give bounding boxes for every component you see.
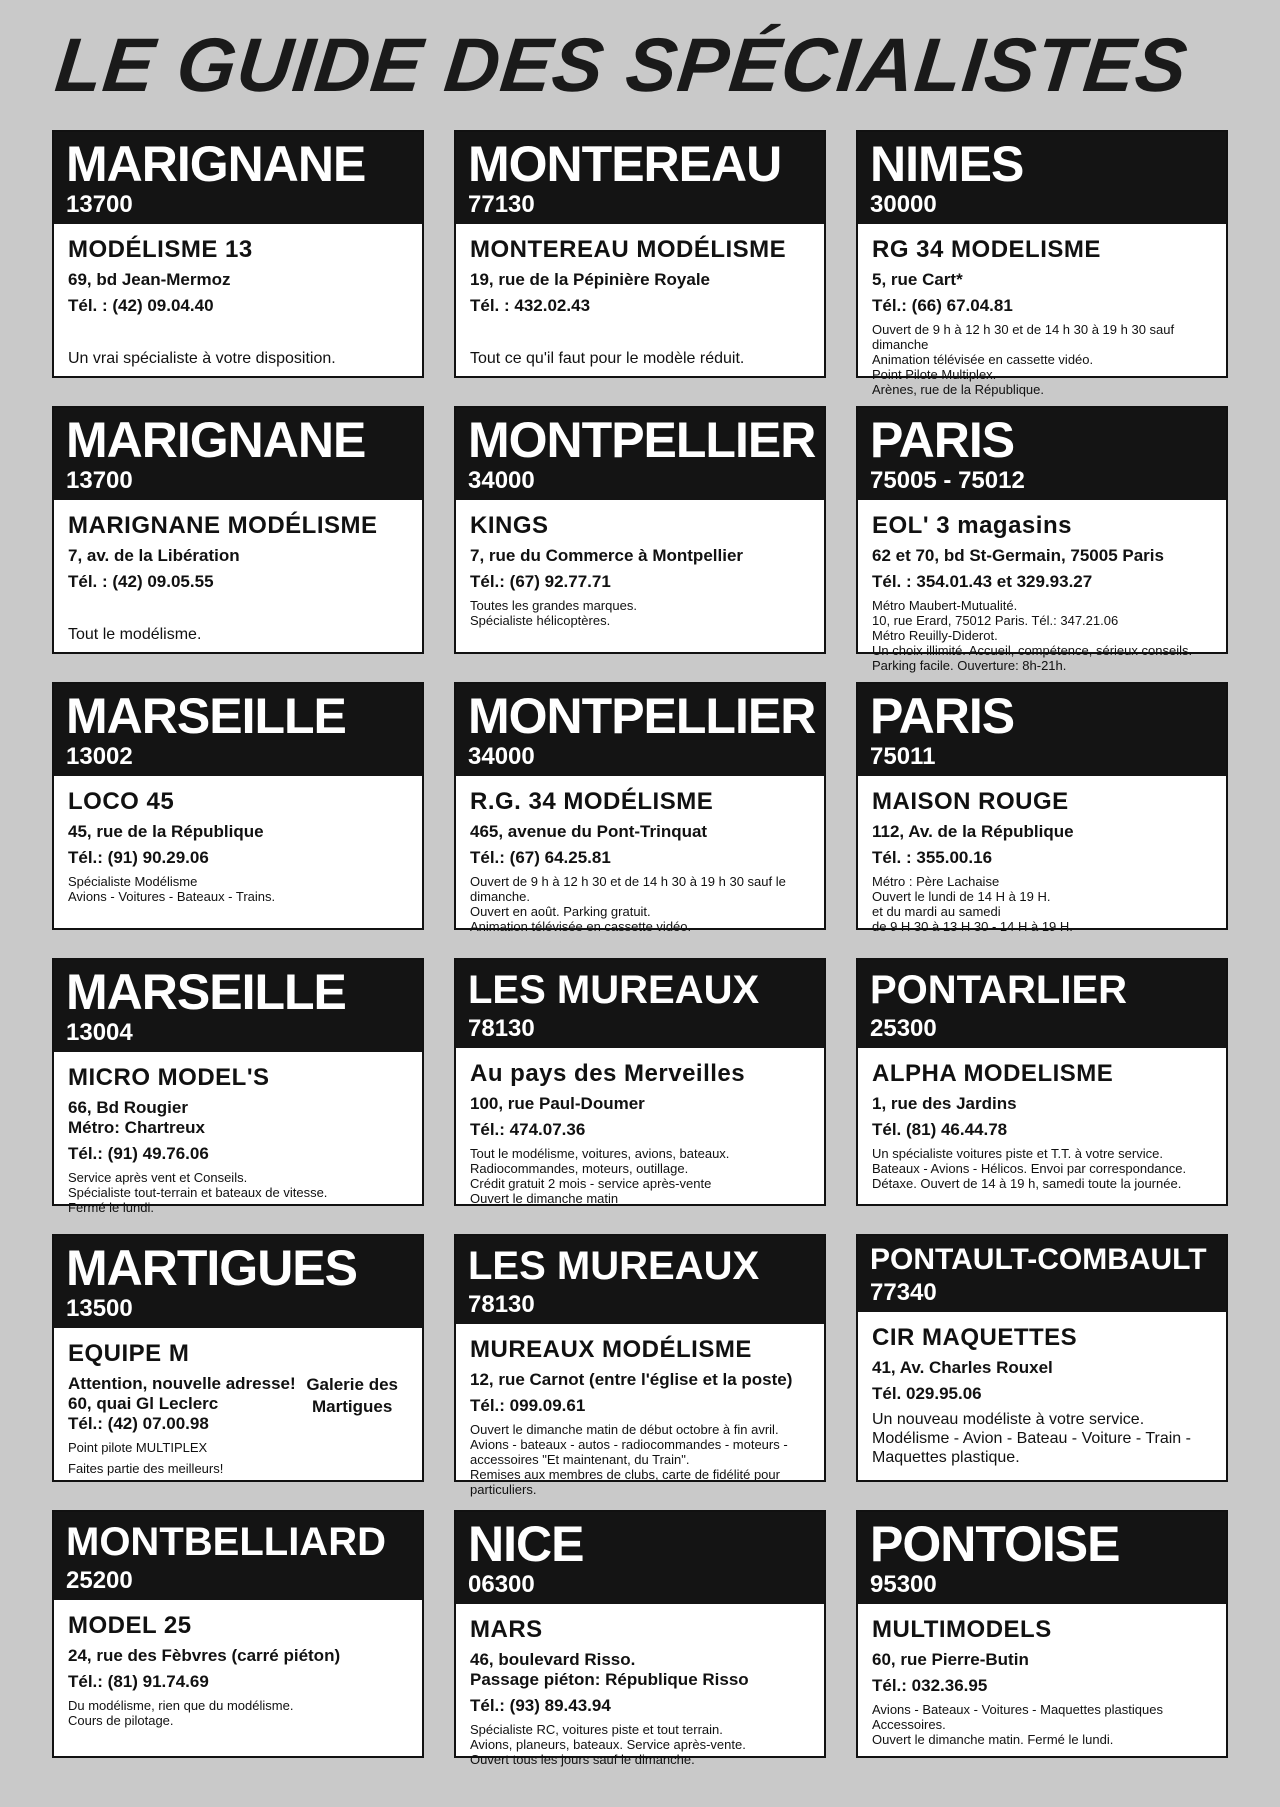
shop-description: Point pilote MULTIPLEX bbox=[68, 1440, 208, 1455]
card-body bbox=[858, 1312, 1226, 1480]
shop-name: MARIGNANE MODÉLISME bbox=[68, 512, 378, 539]
city-name: MONTPELLIER bbox=[468, 412, 816, 468]
card-header bbox=[858, 1236, 1226, 1312]
shop-address: 100, rue Paul-Doumer bbox=[470, 1094, 645, 1113]
card-body bbox=[54, 224, 422, 376]
shop-name: MAISON ROUGE bbox=[872, 788, 1069, 815]
city-name: MARTIGUES bbox=[66, 1240, 357, 1296]
card-header bbox=[456, 132, 824, 224]
shop-description: Tout le modélisme, voitures, avions, bateaux. Radiocommandes, moteurs, outillage. Crédit gratuit 2 mois - service après-vente Ouvert le dimanche matin bbox=[470, 1146, 730, 1206]
shop-phone: Tél.: 032.36.95 bbox=[872, 1676, 988, 1695]
shop-address: 45, rue de la République bbox=[68, 822, 264, 841]
postal-code: 95300 bbox=[870, 1571, 937, 1598]
shop-phone: Tél.: (91) 90.29.06 bbox=[68, 848, 209, 867]
address-row bbox=[68, 1374, 408, 1434]
shop-address: 19, rue de la Pépinière Royale bbox=[470, 270, 711, 289]
shop-address: 7, av. de la Libération bbox=[68, 546, 240, 565]
card-header bbox=[54, 684, 422, 776]
shop-description: Tout le modélisme. bbox=[68, 626, 202, 643]
specialist-card bbox=[52, 406, 424, 654]
specialist-card bbox=[52, 130, 424, 378]
card-header bbox=[858, 408, 1226, 500]
card-body bbox=[54, 1052, 422, 1223]
shop-address: 12, rue Carnot (entre l'église et la poste) bbox=[470, 1370, 793, 1389]
card-header bbox=[54, 408, 422, 500]
city-name: MARSEILLE bbox=[66, 964, 346, 1020]
specialist-card bbox=[856, 682, 1228, 934]
city-name: PONTAULT-COMBAULT bbox=[870, 1243, 1207, 1276]
city-name: MARIGNANE bbox=[66, 136, 366, 192]
shop-address: 60, rue Pierre-Butin bbox=[872, 1650, 1029, 1669]
specialist-card bbox=[856, 1234, 1228, 1482]
specialist-card bbox=[856, 406, 1228, 673]
shop-address: 7, rue du Commerce à Montpellier bbox=[470, 546, 744, 565]
specialist-card bbox=[454, 1234, 826, 1497]
card-body bbox=[456, 500, 824, 652]
shop-description: Du modélisme, rien que du modélisme. Cours de pilotage. bbox=[68, 1698, 294, 1728]
shop-phone: Tél. : 432.02.43 bbox=[470, 296, 591, 315]
shop-description: Métro Maubert-Mutualité. 10, rue Erard, 75012 Paris. Tél.: 347.21.06 Métro Reuilly-Diderot. Un choix illimité. Accueil, compétence, sérieux conseils. Parking facile. Ouverture: 8h-21h. bbox=[872, 598, 1193, 673]
card-header bbox=[54, 132, 422, 224]
shop-name: MULTIMODELS bbox=[872, 1616, 1052, 1643]
shop-address: 66, Bd Rougier Métro: Chartreux bbox=[68, 1098, 205, 1137]
specialist-card bbox=[454, 130, 826, 378]
shop-address: 465, avenue du Pont-Trinquat bbox=[470, 822, 708, 841]
postal-code: 13700 bbox=[66, 191, 133, 218]
shop-description: Tout ce qu'il faut pour le modèle réduit. bbox=[470, 350, 745, 367]
shop-address: 24, rue des Fèbvres (carré piéton) bbox=[68, 1646, 341, 1665]
city-name: NIMES bbox=[870, 136, 1024, 192]
postal-code: 77340 bbox=[870, 1279, 937, 1306]
shop-phone: Tél. : (42) 09.05.55 bbox=[68, 572, 214, 591]
location-note: Galerie des Martigues bbox=[306, 1375, 398, 1416]
shop-description: Un nouveau modéliste à votre service. Modélisme - Avion - Bateau - Voiture - Train - Maquettes plastique. bbox=[872, 1411, 1191, 1466]
shop-name: EOL' 3 magasins bbox=[872, 512, 1072, 539]
card-body bbox=[456, 224, 824, 376]
shop-slogan: Faites partie des meilleurs! bbox=[68, 1461, 224, 1476]
shop-name: MONTEREAU MODÉLISME bbox=[470, 236, 787, 263]
city-name: PARIS bbox=[870, 412, 1015, 468]
postal-code: 13004 bbox=[66, 1019, 133, 1046]
shop-name: MUREAUX MODÉLISME bbox=[470, 1336, 752, 1363]
card-header bbox=[54, 960, 422, 1052]
card-header bbox=[456, 1512, 824, 1604]
shop-phone: Tél.: (66) 67.04.81 bbox=[872, 296, 1013, 315]
city-name: LES MUREAUX bbox=[468, 1244, 760, 1288]
shop-description: Ouvert de 9 h à 12 h 30 et de 14 h 30 à 19 h 30 sauf dimanche Animation télévisée en cassette vidéo. Point Pilote Multiplex. Arènes, rue de la République. bbox=[872, 322, 1175, 397]
specialist-card bbox=[856, 1510, 1228, 1758]
specialist-card bbox=[454, 682, 826, 934]
card-body bbox=[54, 1328, 422, 1484]
specialist-card bbox=[454, 958, 826, 1206]
postal-code: 13700 bbox=[66, 467, 133, 494]
shop-name: MODÉLISME 13 bbox=[68, 236, 253, 263]
card-body bbox=[456, 1324, 824, 1505]
shop-description: Ouvert de 9 h à 12 h 30 et de 14 h 30 à 19 h 30 sauf le dimanche. Ouvert en août. Parking gratuit. Animation télévisée en cassette vidéo. bbox=[470, 874, 786, 934]
shop-name: ALPHA MODELISME bbox=[872, 1060, 1114, 1087]
city-name: PONTOISE bbox=[870, 1516, 1120, 1572]
postal-code: 25300 bbox=[870, 1015, 937, 1042]
postal-code: 34000 bbox=[468, 743, 535, 770]
city-name: MARIGNANE bbox=[66, 412, 366, 468]
card-body bbox=[54, 1600, 422, 1756]
card-header bbox=[858, 960, 1226, 1048]
postal-code: 78130 bbox=[468, 1291, 535, 1318]
shop-description: Spécialiste RC, voitures piste et tout terrain. Avions, planeurs, bateaux. Service après-vente. Ouvert tous les jours sauf le dimanche. bbox=[470, 1722, 746, 1767]
specialists-grid bbox=[52, 130, 1228, 1767]
shop-phone: Tél.: (93) 89.43.94 bbox=[470, 1696, 611, 1715]
card-header bbox=[456, 1236, 824, 1324]
specialist-card bbox=[52, 1234, 424, 1482]
postal-code: 30000 bbox=[870, 191, 937, 218]
specialist-card bbox=[454, 1510, 826, 1767]
shop-phone: Tél. 029.95.06 bbox=[872, 1384, 982, 1403]
shop-name: EQUIPE M bbox=[68, 1340, 190, 1367]
shop-name: Au pays des Merveilles bbox=[470, 1060, 746, 1087]
postal-code: 77130 bbox=[468, 191, 535, 218]
shop-description: Ouvert le dimanche matin de début octobre à fin avril. Avions - bateaux - autos - radiocommandes - moteurs - accessoires "Et maintenant, du Train". Remises aux membres de clubs, carte de fidélité pour particuliers. bbox=[470, 1422, 788, 1497]
shop-phone: Tél.: (81) 91.74.69 bbox=[68, 1672, 209, 1691]
postal-code: 06300 bbox=[468, 1571, 535, 1598]
shop-address: 1, rue des Jardins bbox=[872, 1094, 1017, 1113]
shop-address: 112, Av. de la République bbox=[872, 822, 1074, 841]
postal-code: 34000 bbox=[468, 467, 535, 494]
shop-phone: Tél.: 474.07.36 bbox=[470, 1120, 586, 1139]
shop-address: 62 et 70, bd St-Germain, 75005 Paris bbox=[872, 546, 1164, 565]
shop-address: 69, bd Jean-Mermoz bbox=[68, 270, 231, 289]
city-name: PARIS bbox=[870, 688, 1015, 744]
card-body bbox=[858, 776, 1226, 942]
card-header bbox=[54, 1512, 422, 1600]
specialist-card bbox=[856, 130, 1228, 397]
card-body bbox=[456, 776, 824, 942]
city-name: MARSEILLE bbox=[66, 688, 346, 744]
shop-phone: Tél. : 354.01.43 et 329.93.27 bbox=[872, 572, 1093, 591]
shop-phone: Tél.: (67) 92.77.71 bbox=[470, 572, 611, 591]
city-name: MONTEREAU bbox=[468, 136, 782, 192]
postal-code: 13002 bbox=[66, 743, 133, 770]
shop-description: Un spécialiste voitures piste et T.T. à votre service. Bateaux - Avions - Hélicos. Envoi par correspondance. Détaxe. Ouvert de 14 à 19 h, samedi toute la journée. bbox=[872, 1146, 1187, 1191]
shop-name: R.G. 34 MODÉLISME bbox=[470, 788, 714, 815]
shop-description: Toutes les grandes marques. Spécialiste hélicoptères. bbox=[470, 598, 637, 628]
city-name: MONTBELLIARD bbox=[66, 1520, 386, 1564]
city-name: MONTPELLIER bbox=[468, 688, 816, 744]
postal-code: 75005 - 75012 bbox=[870, 467, 1025, 494]
shop-address: 41, Av. Charles Rouxel bbox=[872, 1358, 1053, 1377]
shop-address: 46, boulevard Risso. Passage piéton: République Risso bbox=[470, 1650, 749, 1689]
shop-name: CIR MAQUETTES bbox=[872, 1324, 1078, 1351]
postal-code: 78130 bbox=[468, 1015, 535, 1042]
shop-phone: Tél. (81) 46.44.78 bbox=[872, 1120, 1008, 1139]
card-header bbox=[858, 684, 1226, 776]
city-name: PONTARLIER bbox=[870, 968, 1128, 1012]
specialist-card bbox=[52, 682, 424, 930]
shop-phone: Tél.: (42) 07.00.98 bbox=[68, 1414, 209, 1433]
shop-name: MODEL 25 bbox=[68, 1612, 192, 1639]
card-body bbox=[54, 500, 422, 652]
shop-address: Attention, nouvelle adresse! 60, quai Gl Leclerc bbox=[68, 1374, 296, 1413]
shop-name: RG 34 MODELISME bbox=[872, 236, 1101, 263]
shop-phone: Tél.: (67) 64.25.81 bbox=[470, 848, 611, 867]
shop-name: LOCO 45 bbox=[68, 788, 175, 815]
card-header bbox=[858, 1512, 1226, 1604]
postal-code: 25200 bbox=[66, 1567, 133, 1594]
card-header bbox=[54, 1236, 422, 1328]
specialist-card bbox=[856, 958, 1228, 1206]
postal-code: 75011 bbox=[870, 743, 936, 770]
card-header bbox=[456, 408, 824, 500]
shop-name: MICRO MODEL'S bbox=[68, 1064, 270, 1091]
shop-description: Un vrai spécialiste à votre disposition. bbox=[68, 350, 336, 367]
city-name: LES MUREAUX bbox=[468, 968, 760, 1012]
card-header bbox=[456, 684, 824, 776]
shop-phone: Tél. : 355.00.16 bbox=[872, 848, 993, 867]
shop-description: Métro : Père Lachaise Ouvert le lundi de 14 H à 19 H. et du mardi au samedi de 9 H 30 à 13 H 30 - 14 H à 19 H. bbox=[872, 874, 1073, 934]
shop-phone: Tél.: (91) 49.76.06 bbox=[68, 1144, 209, 1163]
shop-description: Avions - Bateaux - Voitures - Maquettes plastiques Accessoires. Ouvert le dimanche matin. Fermé le lundi. bbox=[872, 1702, 1163, 1747]
specialist-card bbox=[454, 406, 826, 654]
postal-code: 13500 bbox=[66, 1295, 133, 1322]
card-body bbox=[858, 500, 1226, 681]
card-header bbox=[858, 132, 1226, 224]
card-header bbox=[456, 960, 824, 1048]
card-body bbox=[456, 1604, 824, 1775]
card-body bbox=[456, 1048, 824, 1214]
card-body bbox=[858, 1604, 1226, 1756]
card-body bbox=[858, 224, 1226, 405]
card-body bbox=[858, 1048, 1226, 1204]
page-title: LE GUIDE DES SPÉCIALISTES bbox=[51, 23, 1192, 108]
card-body bbox=[54, 776, 422, 928]
shop-description: Service après vent et Conseils. Spécialiste tout-terrain et bateaux de vitesse. Fermé le lundi. bbox=[68, 1170, 328, 1215]
shop-address: 5, rue Cart* bbox=[872, 270, 963, 289]
specialist-card bbox=[52, 958, 424, 1215]
shop-phone: Tél. : (42) 09.04.40 bbox=[68, 296, 214, 315]
shop-name: MARS bbox=[470, 1616, 543, 1643]
shop-description: Spécialiste Modélisme Avions - Voitures - Bateaux - Trains. bbox=[68, 874, 276, 904]
shop-name: KINGS bbox=[470, 512, 549, 539]
specialist-card bbox=[52, 1510, 424, 1758]
shop-phone: Tél.: 099.09.61 bbox=[470, 1396, 586, 1415]
city-name: NICE bbox=[468, 1516, 584, 1572]
